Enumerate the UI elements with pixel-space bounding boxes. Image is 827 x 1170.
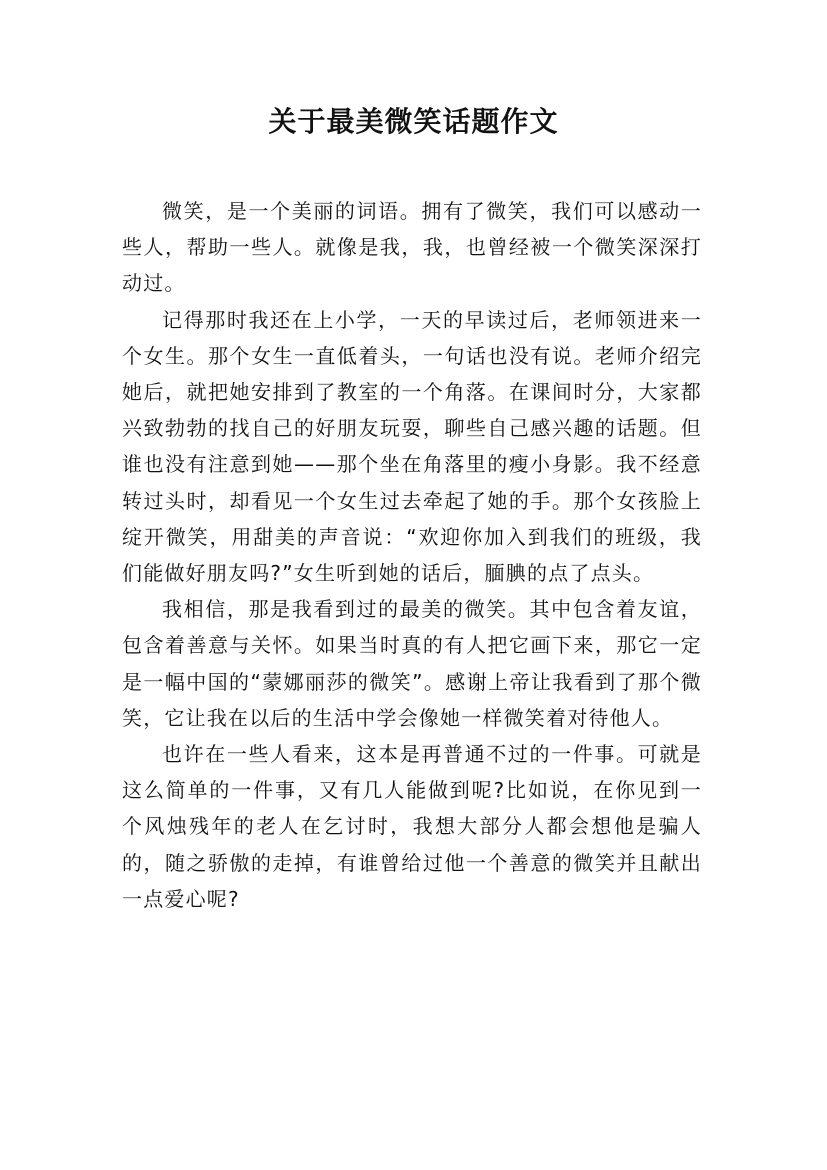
paragraph-4: 也许在一些人看来，这本是再普通不过的一件事。可就是这么简单的一件事，又有几人能做到呢?比如说，在你见到一个风烛残年的老人在乞讨时，我想大部分人都会想他是骗人的，随之骄傲的走掉，有谁曾给过他一个善意的微笑并且献出一点爱心呢? [122,742,702,911]
document-title: 关于最美微笑话题作文 [268,105,559,138]
paragraph-1: 微笑，是一个美丽的词语。拥有了微笑，我们可以感动一些人，帮助一些人。就像是我，我，也曾经被一个微笑深深打动过。 [122,199,702,296]
paragraph-3: 我相信，那是我看到过的最美的微笑。其中包含着友谊，包含着善意与关怀。如果当时真的有人把它画下来，那它一定是一幅中国的“蒙娜丽莎的微笑”。感谢上帝让我看到了那个微笑，它让我在以后的生活中学会像她一样微笑着对待他人。 [122,597,702,730]
paragraph-2: 记得那时我还在上小学，一天的早读过后，老师领进来一个女生。那个女生一直低着头，一句话也没有说。老师介绍完她后，就把她安排到了教室的一个角落。在课间时分，大家都兴致勃勃的找自己的好朋友玩耍，聊些自己感兴趣的话题。但谁也没有注意到她——那个坐在角落里的瘦小身影。我不经意转过头时，却看见一个女生过去牵起了她的手。那个女孩脸上绽开微笑，用甜美的声音说：“欢迎你加入到我们的班级，我们能做好朋友吗?”女生听到她的话后，腼腆的点了点头。 [122,307,702,586]
document-body [122,193,702,917]
